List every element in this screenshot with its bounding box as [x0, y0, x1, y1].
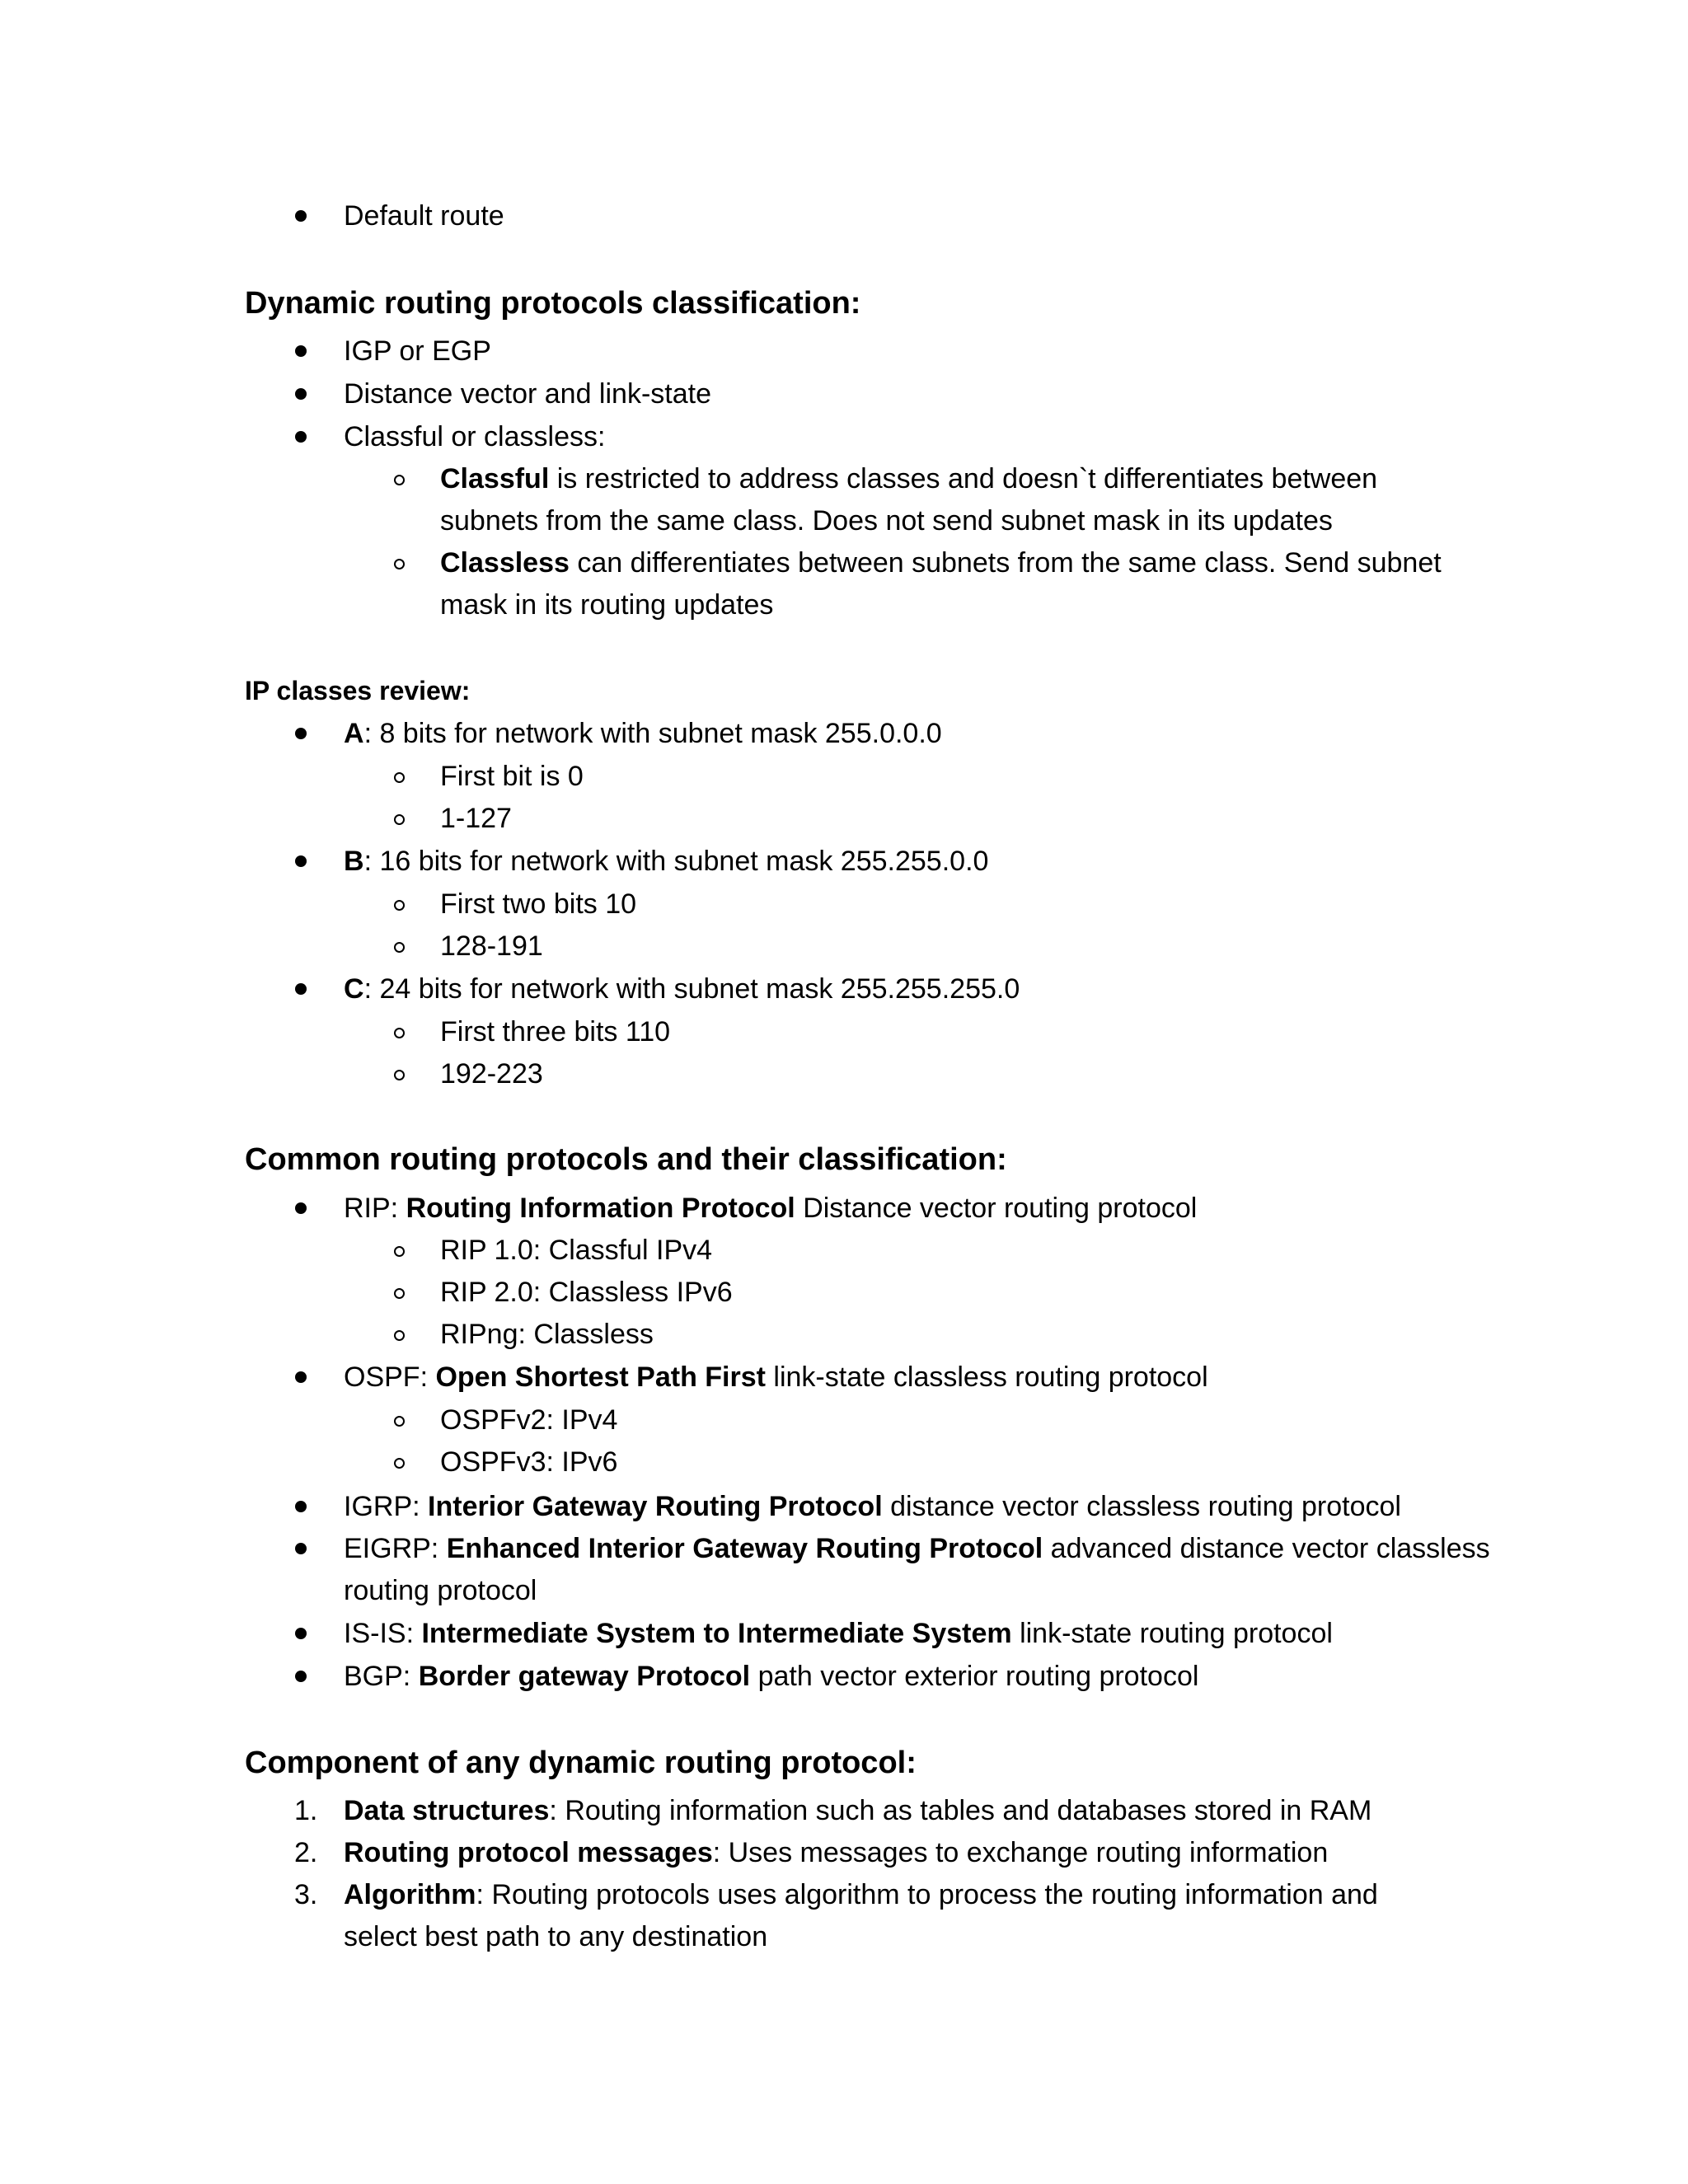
- circle-bullet-icon: [394, 942, 405, 953]
- class-description: : 8 bits for network with subnet mask 255.0.0.0: [363, 718, 942, 749]
- protocol-abbrev: IS-IS:: [344, 1618, 422, 1649]
- sub-list-item: First three bits 110: [440, 1016, 671, 1047]
- bullet-icon: [295, 1501, 307, 1512]
- sub-list-item: OSPFv3: IPv6: [440, 1446, 618, 1478]
- protocol-description: path vector exterior routing protocol: [750, 1661, 1199, 1692]
- bullet-icon: [295, 1202, 307, 1214]
- numbered-list-item: [344, 1878, 1378, 1911]
- sub-list-item: 192-223: [440, 1058, 543, 1090]
- sub-list-item-continuation: mask in its routing updates: [440, 589, 774, 621]
- circle-bullet-icon: [394, 1288, 405, 1299]
- sub-list-item: [440, 462, 1377, 495]
- list-number: 1.: [294, 1795, 318, 1826]
- bullet-icon: [295, 1543, 307, 1554]
- class-description: : 16 bits for network with subnet mask 255.255.0.0: [363, 846, 989, 877]
- class-description: : 24 bits for network with subnet mask 255.255.255.0: [363, 973, 1020, 1005]
- circle-bullet-icon: [394, 1330, 405, 1341]
- circle-bullet-icon: [394, 559, 405, 569]
- list-item: [344, 1192, 1197, 1225]
- bullet-icon: [295, 855, 307, 867]
- bullet-icon: [295, 983, 307, 995]
- sub-list-item: OSPFv2: IPv4: [440, 1404, 618, 1436]
- bullet-icon: [295, 1371, 307, 1383]
- term-description: : Routing information such as tables and databases stored in RAM: [549, 1795, 1372, 1826]
- list-item: IGP or EGP: [344, 335, 491, 367]
- term: Classless: [440, 547, 570, 579]
- term: Data structures: [344, 1795, 550, 1826]
- class-letter: B: [344, 846, 364, 877]
- sub-list-item: First bit is 0: [440, 761, 584, 792]
- circle-bullet-icon: [394, 900, 405, 911]
- protocol-name: Intermediate System to Intermediate System: [421, 1618, 1012, 1649]
- list-item: [344, 1617, 1333, 1650]
- list-item: [344, 845, 988, 878]
- sub-list-item: First two bits 10: [440, 888, 637, 920]
- protocol-description: distance vector classless routing protocol: [882, 1491, 1401, 1522]
- list-item: Classful or classless:: [344, 421, 606, 452]
- list-item: [344, 1361, 1208, 1394]
- protocol-name: Enhanced Interior Gateway Routing Protocol: [446, 1533, 1043, 1564]
- circle-bullet-icon: [394, 1070, 405, 1080]
- sub-list-item: 1-127: [440, 803, 512, 834]
- protocol-abbrev: RIP:: [344, 1193, 406, 1224]
- list-number: 3.: [294, 1879, 318, 1910]
- bullet-icon: [295, 431, 307, 443]
- circle-bullet-icon: [394, 814, 405, 825]
- protocol-abbrev: BGP:: [344, 1661, 419, 1692]
- list-item: Distance vector and link-state: [344, 378, 711, 410]
- sub-list-item: RIP 2.0: Classless IPv6: [440, 1277, 733, 1308]
- protocol-description: Distance vector routing protocol: [795, 1193, 1198, 1224]
- term: Classful: [440, 463, 550, 494]
- protocol-name: Border gateway Protocol: [418, 1661, 751, 1692]
- bullet-icon: [295, 1628, 307, 1639]
- list-item: Default route: [344, 200, 504, 232]
- bullet-icon: [295, 1671, 307, 1682]
- term-description: : Routing protocols uses algorithm to process the routing information and: [476, 1879, 1378, 1910]
- section-heading: Component of any dynamic routing protocol:: [245, 1746, 917, 1780]
- term-description: : Uses messages to exchange routing information: [712, 1837, 1329, 1868]
- list-number: 2.: [294, 1837, 318, 1868]
- circle-bullet-icon: [394, 475, 405, 485]
- circle-bullet-icon: [394, 1458, 405, 1469]
- numbered-list-item: [344, 1794, 1372, 1827]
- term: Algorithm: [344, 1879, 476, 1910]
- bullet-icon: [295, 388, 307, 400]
- protocol-abbrev: EIGRP:: [344, 1533, 447, 1564]
- section-heading: Dynamic routing protocols classification:: [245, 286, 861, 321]
- term-description: is restricted to address classes and doesn`t differentiates between: [549, 463, 1378, 494]
- list-item: [344, 1532, 1490, 1565]
- protocol-description: link-state classless routing protocol: [765, 1361, 1208, 1393]
- list-item-continuation: routing protocol: [344, 1575, 537, 1606]
- list-item: [344, 1660, 1198, 1693]
- protocol-description: link-state routing protocol: [1011, 1618, 1333, 1649]
- list-item: [344, 972, 1020, 1005]
- protocol-name: Routing Information Protocol: [406, 1193, 795, 1224]
- circle-bullet-icon: [394, 772, 405, 783]
- circle-bullet-icon: [394, 1246, 405, 1257]
- circle-bullet-icon: [394, 1416, 405, 1427]
- protocol-description: advanced distance vector classless: [1043, 1533, 1490, 1564]
- sub-list-item: [440, 546, 1442, 579]
- term: Routing protocol messages: [344, 1837, 713, 1868]
- subsection-heading: IP classes review:: [245, 676, 471, 705]
- bullet-icon: [295, 728, 307, 739]
- numbered-list-item-continuation: select best path to any destination: [344, 1921, 768, 1952]
- sub-list-item: RIP 1.0: Classful IPv4: [440, 1235, 713, 1266]
- numbered-list-item: [344, 1836, 1328, 1869]
- protocol-abbrev: IGRP:: [344, 1491, 429, 1522]
- sub-list-item: 128-191: [440, 930, 543, 962]
- sub-list-item: RIPng: Classless: [440, 1319, 654, 1350]
- list-item: [344, 717, 942, 750]
- circle-bullet-icon: [394, 1028, 405, 1038]
- sub-list-item-continuation: subnets from the same class. Does not send subnet mask in its updates: [440, 505, 1333, 537]
- class-letter: C: [344, 973, 364, 1005]
- protocol-name: Interior Gateway Routing Protocol: [428, 1491, 883, 1522]
- bullet-icon: [295, 345, 307, 357]
- protocol-abbrev: OSPF:: [344, 1361, 436, 1393]
- class-letter: A: [344, 718, 364, 749]
- term-description: can differentiates between subnets from the same class. Send subnet: [569, 547, 1442, 579]
- bullet-icon: [295, 210, 307, 222]
- list-item: [344, 1490, 1401, 1523]
- section-heading: Common routing protocols and their classification:: [245, 1142, 1007, 1177]
- protocol-name: Open Shortest Path First: [435, 1361, 766, 1393]
